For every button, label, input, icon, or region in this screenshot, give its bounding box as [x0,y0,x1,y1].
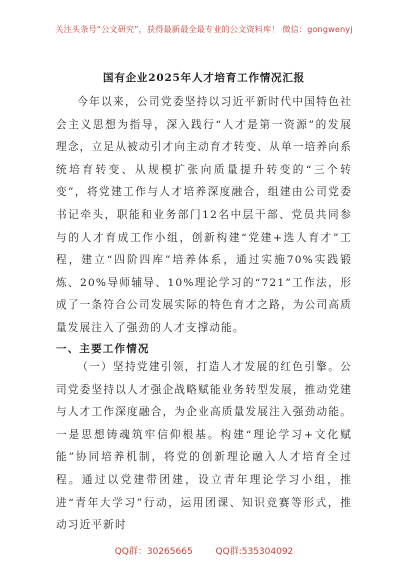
footer-contact [0,544,408,557]
footer-qq-group-2: QQ群:535304092 [215,547,294,557]
document-title: 国有企业2025年人才培育工作情况汇报 [103,72,305,84]
section-heading-main-work: 一、主要工作情况 [56,343,150,355]
footer-qq-group-1: QQ群：30265665 [114,547,193,557]
intro-paragraph: 今年以来，公司党委坚持以习近平新时代中国特色社会主义思想为指导，深入践行“人才是第一资源”的发展理念，立足从被动引才向主动育才转变、从单一培养向系统培育转变、从规模扩张向质量提升转变的“三个转变”，将党建工作与人才培养深度融合，组建由公司党委书记牵头，职能和业务部门12名中层干部、党员共同参与的人才育成工作小组，创新构建“党建+选人育才”工程，建立“四阶四库”培养体系，通过实施70%实践锻炼、20%导师辅导、10%理论学习的“721”工作法，形成了一条符合公司发展实际的特色育才之路，为公司高质量发展注入了强劲的人才支撑动能。 [56,96,352,334]
section-paragraph-party-building: （一）坚持党建引领，打造人才发展的红色引擎。公司党委坚持以人才强企战略赋能业务转型发展，推动党建与人才工作深度融合，为企业高质量发展注入强劲动能。一是思想铸魂筑牢信仰根基。构建“理论学习+文化赋能”协同培养机制，将党的创新理论融入人才培育全过程。通过以党建带团建，设立青年理论学习小组，推进“青年大学习”行动，运用团课、知识竞赛等形式，推动习近平新时 [56,361,352,532]
header-promo-note: 关注头条号“公文研究”，获得最新最全最专业的公文资料库！ 微信：gongwenyj [55,24,353,34]
